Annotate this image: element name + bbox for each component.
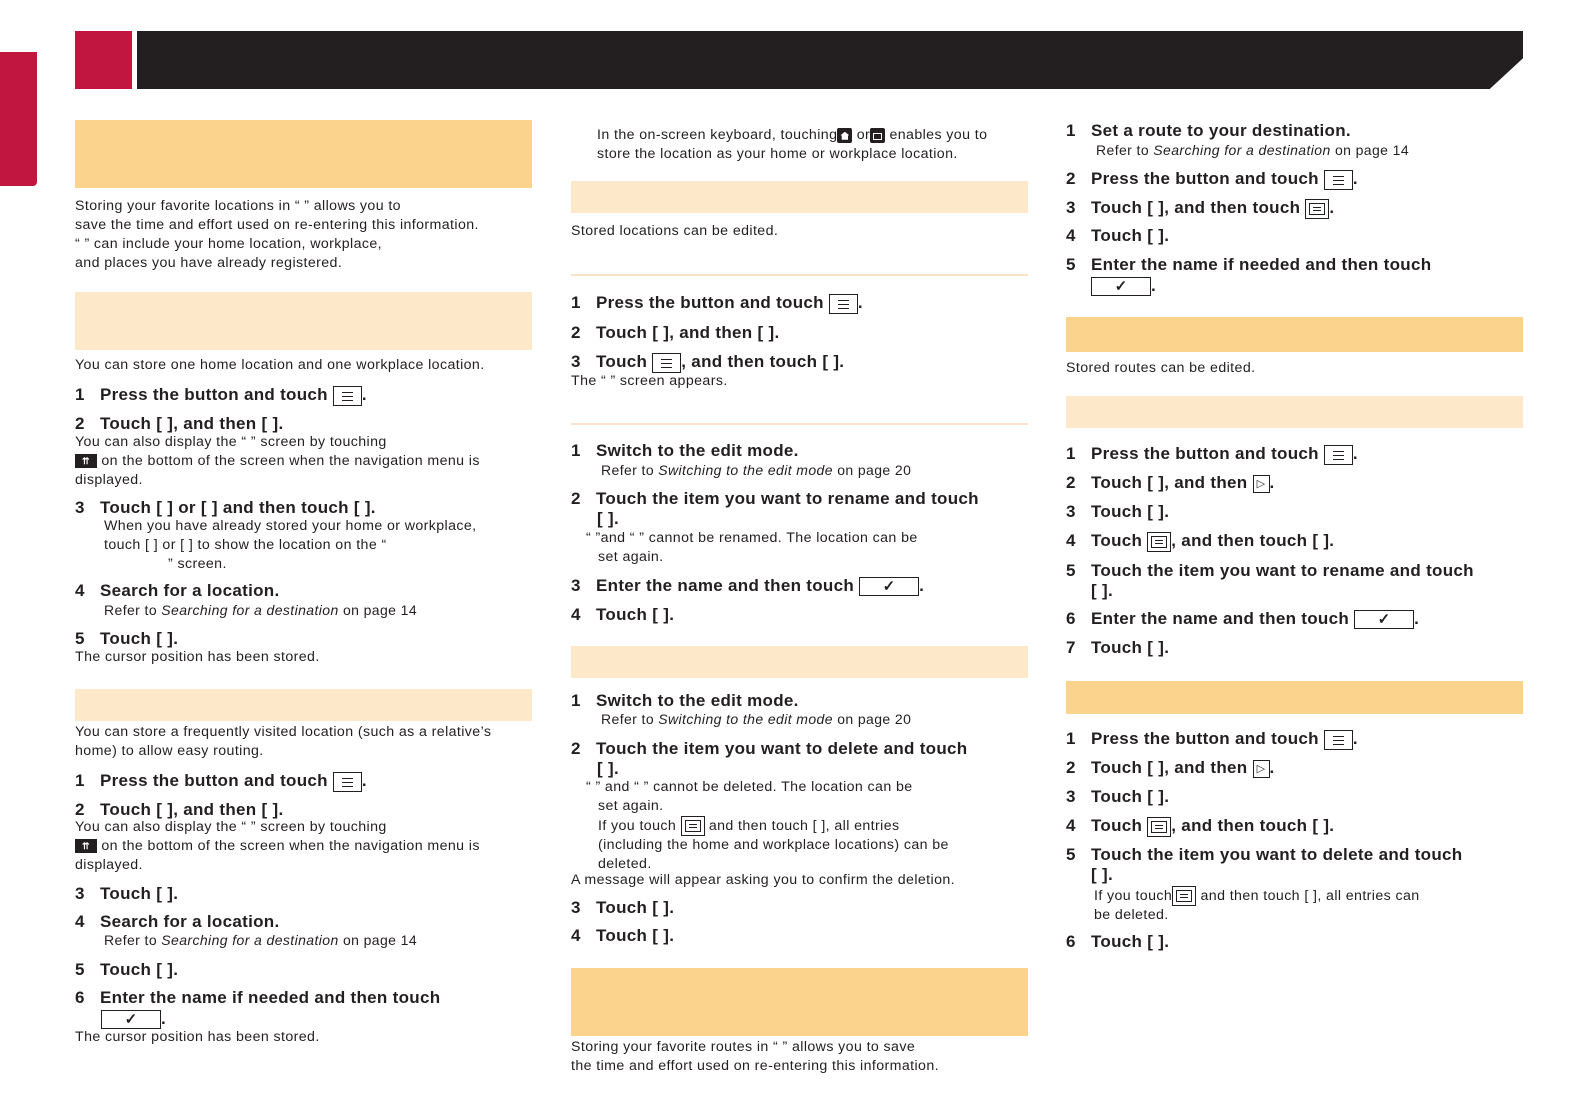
step: 4 Touch [ ]. <box>571 926 675 945</box>
navigation-menu-icon: ⇈ <box>75 839 97 853</box>
intro-paragraph: Storing your favorite locations in “ ” allows you to save the time and effort used on re-entering this information. “ ” can include your home location, workplace, and places you have already registered. <box>75 198 479 271</box>
step-note: A message will appear asking you to confirm the deletion. <box>571 872 955 888</box>
menu-icon <box>333 772 362 792</box>
step: 1 Switch to the edit mode. <box>571 441 799 460</box>
list-icon <box>1147 817 1171 837</box>
check-icon: ✓ <box>1091 277 1151 296</box>
step-note: The cursor position has been stored. <box>75 649 320 665</box>
step: 5 Touch the item you want to rename and touch <box>1066 561 1474 580</box>
subsection-heading-band <box>1066 396 1523 428</box>
step: 1 Press the button and touch . <box>1066 729 1358 748</box>
arrow-icon: ▷ <box>1253 760 1270 778</box>
step: 2 Touch [ ], and then [ ]. <box>75 800 284 819</box>
header-accent-block <box>75 31 132 89</box>
step: 2 Touch the item you want to rename and touch <box>571 489 979 508</box>
step: 3 Touch , and then touch [ ]. <box>571 352 845 371</box>
subsection-heading-band <box>75 689 532 721</box>
step-note: You can also display the “ ” screen by touching ⇈ on the bottom of the screen when the navigation menu is displayed. <box>75 434 480 488</box>
step: 2 Touch [ ], and then ▷ . <box>1066 758 1275 777</box>
header-bar <box>137 31 1523 89</box>
step: 3 Touch [ ]. <box>75 884 179 903</box>
step: 3 Touch [ ], and then touch . <box>1066 198 1335 217</box>
step: 4 Touch , and then touch [ ]. <box>1066 816 1335 835</box>
menu-icon <box>829 294 858 314</box>
step-continuation: ✓ . <box>101 1008 166 1029</box>
heading-rule <box>571 274 1028 276</box>
edit-intro: Stored locations can be edited. <box>571 223 779 239</box>
step: 1 Press the button and touch . <box>75 771 367 790</box>
subsection-heading-band <box>1066 681 1523 714</box>
step-note: You can also display the “ ” screen by touching ⇈ on the bottom of the screen when the navigation menu is displayed. <box>75 819 480 873</box>
step: 6 Enter the name and then touch ✓ . <box>1066 609 1420 629</box>
subsection-heading-band <box>1066 317 1523 352</box>
step: 3 Touch [ ] or [ ] and then touch [ ]. <box>75 498 376 517</box>
list-icon <box>681 816 705 836</box>
step: 3 Touch [ ]. <box>571 898 675 917</box>
step: 1 Press the button and touch . <box>1066 444 1358 463</box>
step-continuation: [ ]. <box>597 509 619 528</box>
step-note: When you have already stored your home or workplace, touch [ ] or [ ] to show the location on the “ ” screen. <box>104 518 477 572</box>
subsection-heading-band <box>571 181 1028 213</box>
step-note: If you touch and then touch [ ], all entries (including the home and workplace locations) can be deleted. <box>598 817 949 872</box>
home-icon <box>837 128 852 143</box>
step: 3 Enter the name and then touch ✓ . <box>571 576 925 596</box>
step: 6 Enter the name if needed and then touch <box>75 988 441 1007</box>
subsection-heading-band <box>571 646 1028 678</box>
step: 4 Search for a location. <box>75 581 280 600</box>
menu-icon <box>652 353 681 373</box>
step: 4 Touch , and then touch [ ]. <box>1066 531 1335 550</box>
menu-icon <box>1324 170 1353 190</box>
step: 2 Touch [ ], and then [ ]. <box>571 323 780 342</box>
list-icon <box>1147 532 1171 552</box>
home-intro: You can store one home location and one workplace location. <box>75 357 485 373</box>
section-side-tab <box>0 52 37 186</box>
step: 2 Press the button and touch . <box>1066 169 1358 188</box>
page-reference: Refer to Switching to the edit mode on page 20 <box>601 711 912 727</box>
step: 2 Touch the item you want to delete and touch <box>571 739 968 758</box>
step: 1 Press the button and touch . <box>571 293 863 312</box>
step-continuation: [ ]. <box>1091 581 1113 600</box>
step: 2 Touch [ ], and then ▷ . <box>1066 473 1275 492</box>
edit-intro: Stored routes can be edited. <box>1066 360 1256 376</box>
step: 5 Enter the name if needed and then touch <box>1066 255 1432 274</box>
section-heading-band <box>571 968 1028 1036</box>
menu-icon <box>1324 730 1353 750</box>
step-note: The cursor position has been stored. <box>75 1029 320 1045</box>
step: 5 Touch [ ]. <box>75 629 179 648</box>
menu-icon <box>1324 445 1353 465</box>
list-icon <box>1172 886 1196 906</box>
step: 1 Switch to the edit mode. <box>571 691 799 710</box>
step: 4 Touch [ ]. <box>571 605 675 624</box>
navigation-menu-icon: ⇈ <box>75 454 97 468</box>
page-reference: Refer to Searching for a destination on page 14 <box>104 602 418 618</box>
menu-icon <box>333 386 362 406</box>
step: 5 Touch [ ]. <box>75 960 179 979</box>
step-note: If you touch and then touch [ ], all entries can be deleted. <box>1094 887 1420 923</box>
step: 1 Press the button and touch . <box>75 385 367 404</box>
step: 6 Touch [ ]. <box>1066 932 1170 951</box>
page-reference: Refer to Searching for a destination on page 14 <box>1096 142 1410 158</box>
page-reference: Refer to Switching to the edit mode on page 20 <box>601 462 912 478</box>
favorite-intro: You can store a frequently visited location (such as a relative’s home) to allow easy routing. <box>75 724 492 759</box>
step-note: “ ” and “ ” cannot be deleted. The location can be set again. <box>586 779 913 814</box>
step-continuation: [ ]. <box>597 759 619 778</box>
routes-intro: Storing your favorite routes in “ ” allows you to save the time and effort used on re-entering this information. <box>571 1039 939 1074</box>
page-reference: Refer to Searching for a destination on page 14 <box>104 932 418 948</box>
section-heading-band <box>75 120 532 188</box>
check-icon: ✓ <box>101 1010 161 1029</box>
list-icon <box>1305 199 1329 219</box>
keyboard-note: In the on-screen keyboard, touching or enables you to store the location as your home or workplace location. <box>597 127 988 162</box>
step: 7 Touch [ ]. <box>1066 638 1170 657</box>
workplace-icon <box>870 128 885 143</box>
step-note: The “ ” screen appears. <box>571 373 728 389</box>
step-note: “ ”and “ ” cannot be renamed. The location can be set again. <box>586 530 918 565</box>
check-icon: ✓ <box>859 577 919 596</box>
step: 2 Touch [ ], and then [ ]. <box>75 414 284 433</box>
step-continuation: ✓ . <box>1091 275 1156 296</box>
arrow-icon: ▷ <box>1253 475 1270 493</box>
step: 3 Touch [ ]. <box>1066 787 1170 806</box>
subsection-heading-band <box>75 292 532 350</box>
step: 1 Set a route to your destination. <box>1066 121 1351 140</box>
check-icon: ✓ <box>1354 610 1414 629</box>
step: 3 Touch [ ]. <box>1066 502 1170 521</box>
step: 5 Touch the item you want to delete and touch <box>1066 845 1463 864</box>
step: 4 Touch [ ]. <box>1066 226 1170 245</box>
step: 4 Search for a location. <box>75 912 280 931</box>
heading-rule <box>571 423 1028 425</box>
step-continuation: [ ]. <box>1091 865 1113 884</box>
